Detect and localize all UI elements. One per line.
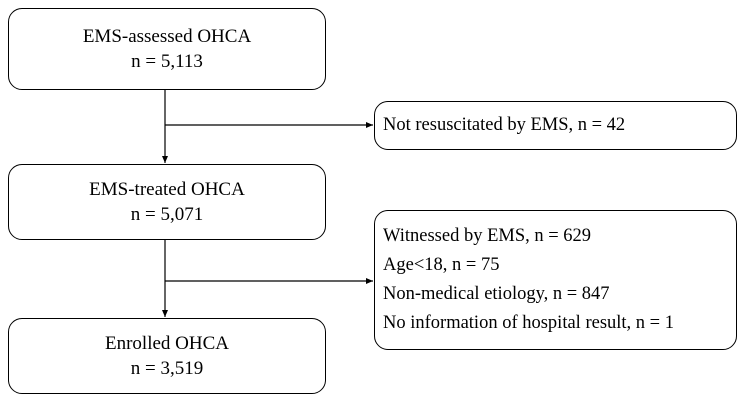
ems-assessed-box xyxy=(8,8,326,90)
enrolled-count: n = 3,519 xyxy=(130,358,204,379)
ems-treated-title: EMS-treated OHCA xyxy=(89,179,245,200)
exclusion-age-under-18: Age<18, n = 75 xyxy=(383,255,500,275)
enrolled-title: Enrolled OHCA xyxy=(104,333,229,354)
ems-treated-count: n = 5,071 xyxy=(130,204,204,225)
exclusion-non-medical-etiology: Non-medical etiology, n = 847 xyxy=(383,284,610,304)
exclusion-no-hospital-result: No information of hospital result, n = 1 xyxy=(383,313,674,333)
exclusion-witnessed-by-ems: Witnessed by EMS, n = 629 xyxy=(383,226,592,246)
ems-treated-box xyxy=(8,164,326,240)
enrolled-box xyxy=(8,318,326,394)
ems-assessed-count: n = 5,113 xyxy=(131,51,203,72)
exclusion-box-not-resuscitated xyxy=(374,101,737,150)
exclusion-box-criteria xyxy=(374,210,737,350)
exclusion-not-resuscitated-text: Not resuscitated by EMS, n = 42 xyxy=(383,115,626,135)
ems-assessed-title: EMS-assessed OHCA xyxy=(82,26,252,47)
